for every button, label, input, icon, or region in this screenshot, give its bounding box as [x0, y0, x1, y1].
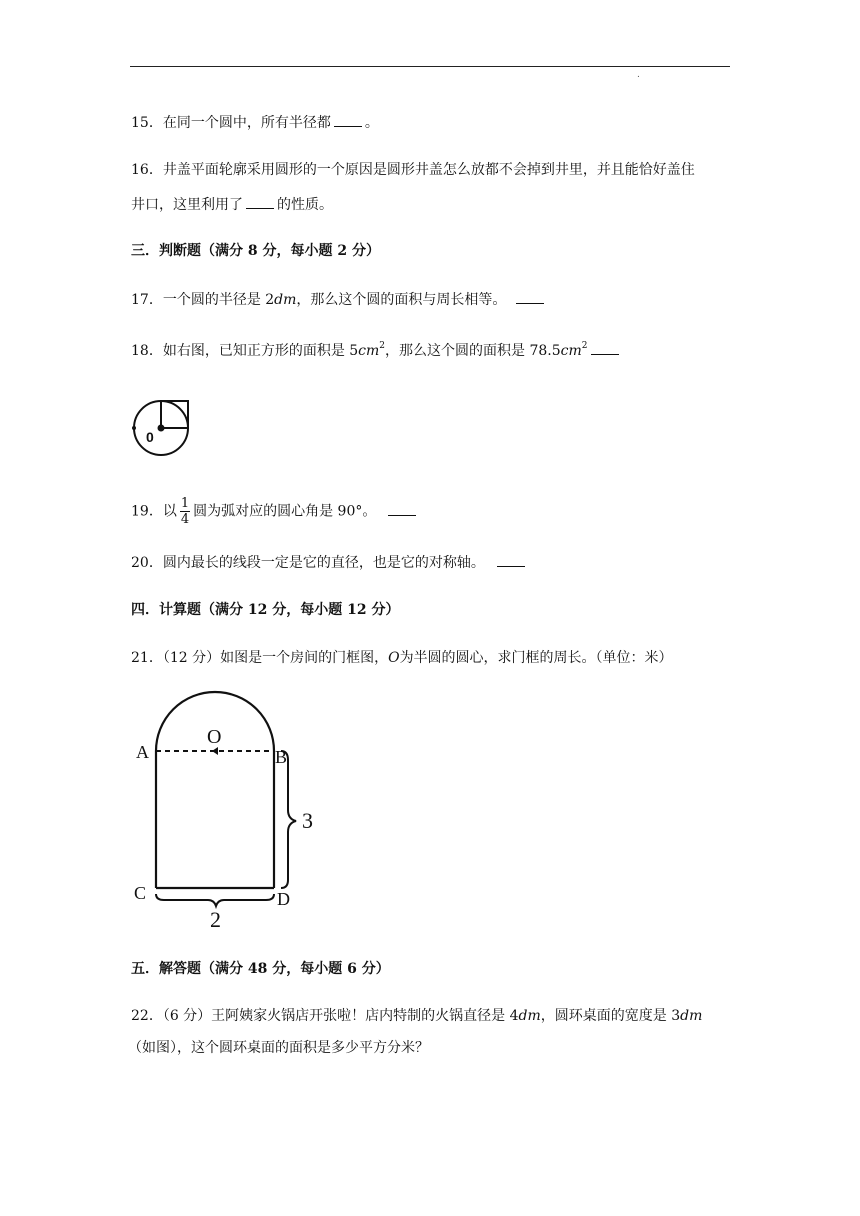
- question-15: [131, 112, 379, 133]
- q19-fraction: [180, 496, 190, 527]
- center-marker: [212, 747, 218, 755]
- q15-text: 15．在同一个圆中，所有半径都: [131, 115, 331, 131]
- q15-end: 。: [364, 115, 379, 131]
- header-mark: .: [637, 70, 640, 80]
- section-3-heading: 三．判断题（满分 8 分，每小题 2 分）: [131, 243, 380, 259]
- figure-edge-dot: [132, 426, 136, 430]
- q18-text-a: 18．如右图，已知正方形的面积是 5: [131, 343, 359, 359]
- q19-numerator: 1: [180, 496, 190, 511]
- q21-text-a: 21．（12 分）如图是一个房间的门框图，: [131, 650, 389, 666]
- q22-unit2: dm: [680, 1008, 703, 1024]
- label-b: B: [275, 747, 288, 767]
- q17-text-a: 17．一个圆的半径是 2: [131, 292, 275, 308]
- width-brace: [156, 894, 274, 906]
- width-label: 2: [210, 907, 221, 932]
- q21-text-b: 为半圆的圆心，求门框的周长。（单位：米）: [399, 650, 673, 666]
- q20-text: 20．圆内最长的线段一定是它的直径，也是它的对称轴。: [131, 555, 485, 571]
- q18-sup2: 2: [581, 341, 588, 351]
- question-16-line2: [131, 194, 333, 215]
- q22-text-b: ，圆环桌面的宽度是 3: [540, 1008, 681, 1024]
- q17-text-b: ，那么这个圆的面积与周长相等。: [296, 292, 507, 308]
- q17-blank: [516, 289, 544, 304]
- label-c: C: [134, 883, 147, 903]
- q18-unit1: cm: [358, 343, 380, 359]
- q19-denominator: 4: [180, 512, 190, 527]
- height-label: 3: [302, 808, 313, 833]
- q19-blank: [388, 501, 416, 516]
- figure-center-dot: [158, 425, 165, 432]
- height-brace: [281, 751, 296, 888]
- q21-o-label: O: [388, 650, 400, 666]
- label-o: O: [207, 726, 222, 748]
- q22-unit1: dm: [518, 1008, 541, 1024]
- q18-unit2: cm: [560, 343, 582, 359]
- question-17: [131, 289, 547, 310]
- q16-text-b: 的性质。: [277, 197, 333, 213]
- q15-blank: [334, 112, 362, 127]
- q18-blank: [591, 340, 619, 355]
- q19-text-b: 圆为弧对应的圆心角是 90°。: [193, 503, 377, 520]
- section-4-heading: 四．计算题（满分 12 分，每小题 12 分）: [131, 602, 400, 618]
- question-22-line2: （如图），这个圆环桌面的面积是多少平方分米？: [128, 1040, 429, 1056]
- q19-text-a: 19．以: [131, 503, 177, 520]
- q22-text-a: 22．（6 分）王阿姨家火锅店开张啦！店内特制的火锅直径是 4: [131, 1008, 519, 1024]
- question-18: [131, 340, 622, 361]
- q16-text-a: 井口，这里利用了: [131, 197, 243, 213]
- door-frame-figure: [128, 690, 338, 940]
- header-rule: [130, 66, 730, 67]
- circle-square-figure: [128, 398, 194, 460]
- question-19: [131, 496, 419, 527]
- figure-center-label: 0: [146, 429, 154, 445]
- question-21: [131, 648, 673, 668]
- q16-blank: [246, 194, 274, 209]
- q18-text-b: ，那么这个圆的面积是 78.5: [385, 343, 561, 359]
- q18-sup1: 2: [379, 341, 386, 351]
- label-a: A: [136, 742, 149, 762]
- question-22-line1: [131, 1006, 702, 1026]
- section-5-heading: 五．解答题（满分 48 分，每小题 6 分）: [131, 961, 390, 977]
- q17-unit: dm: [274, 292, 297, 308]
- q20-blank: [497, 552, 525, 567]
- question-20: [131, 552, 528, 573]
- label-d: D: [277, 889, 290, 909]
- question-16-line1: 16．井盖平面轮廓采用圆形的一个原因是圆形井盖怎么放都不会掉到井里，并且能恰好盖住: [131, 162, 695, 178]
